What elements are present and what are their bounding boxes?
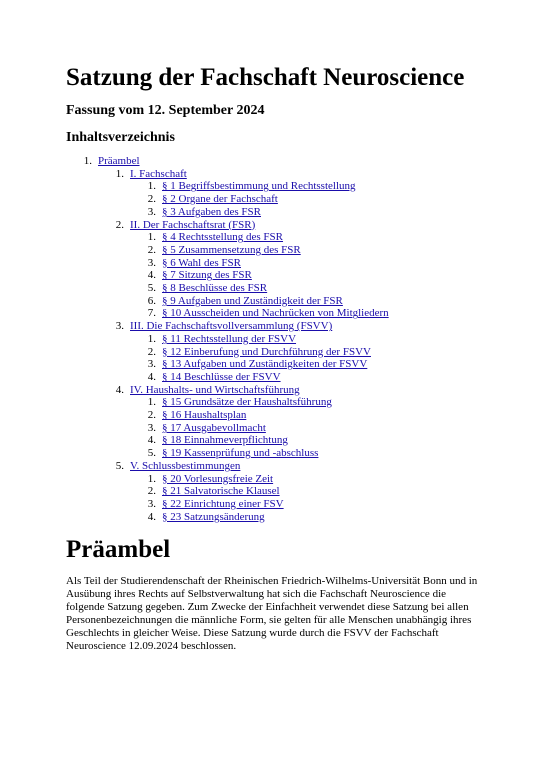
preamble-heading: Präambel <box>66 536 171 563</box>
toc-link-section[interactable]: § 1 Begriffsbestimmung und Rechtsstellung <box>162 180 356 193</box>
toc-chapter-item <box>98 384 389 460</box>
toc-link-section[interactable]: § 10 Ausscheiden und Nachrücken von Mitgliedern <box>162 307 389 320</box>
toc-chapter-item <box>98 219 389 321</box>
table-of-contents <box>66 155 389 523</box>
toc-number: 3. <box>115 320 124 333</box>
toc-section-item <box>130 422 389 435</box>
toc-section-item <box>130 434 389 447</box>
toc-number: 4. <box>147 434 156 447</box>
toc-link-section[interactable]: § 13 Aufgaben und Zuständigkeiten der FSVV <box>162 358 368 371</box>
toc-section-item <box>130 371 389 384</box>
toc-link-section[interactable]: § 15 Grundsätze der Haushaltsführung <box>162 396 332 409</box>
toc-section-item <box>130 231 389 244</box>
toc-heading: Inhaltsverzeichnis <box>66 130 175 145</box>
toc-link-section[interactable]: § 8 Beschlüsse des FSR <box>162 282 268 295</box>
toc-number: 2. <box>115 218 124 231</box>
toc-section-item <box>130 346 389 359</box>
toc-number: 2. <box>147 243 156 256</box>
toc-number: 5. <box>147 447 156 460</box>
toc-chapter-item <box>98 320 389 384</box>
toc-section-item <box>130 282 389 295</box>
toc-link-section[interactable]: § 2 Organe der Fachschaft <box>162 193 278 206</box>
toc-number: 4. <box>147 370 156 383</box>
toc-section-item <box>130 193 389 206</box>
toc-section-item <box>130 511 389 524</box>
toc-number: 2. <box>147 485 156 498</box>
toc-number: 3. <box>147 421 156 434</box>
toc-link-section[interactable]: § 21 Salvatorische Klausel <box>162 485 280 498</box>
toc-number: 4. <box>147 510 156 523</box>
toc-number: 3. <box>147 205 156 218</box>
toc-number: 7. <box>147 307 156 320</box>
preamble-paragraph: Als Teil der Studierendenschaft der Rheinischen Friedrich-Wilhelms-Universität Bonn und in Ausübung ihres Rechts auf Selbstverwaltung hat sich die Fachschaft Neuroscience die folgende Satzung gegeben. Zum Zwecke der Einfachheit verwendet diese Satzung bei allen Personenbezeichnungen die männliche Form, sie gelten für alle Menschen unabhängig ihres Geschlechts in gleicher Weise. Diese Satzung wurde durch die FSVV der Fachschaft Neuroscience 12.09.2024 beschlossen. <box>66 575 478 652</box>
toc-number: 1. <box>147 396 156 409</box>
toc-link-section[interactable]: § 14 Beschlüsse der FSVV <box>162 370 281 383</box>
toc-link-section[interactable]: § 7 Sitzung des FSR <box>162 269 252 282</box>
toc-section-item <box>130 257 389 270</box>
toc-section-item <box>130 358 389 371</box>
toc-section-item <box>130 307 389 320</box>
toc-section-list <box>130 231 389 320</box>
toc-section-item <box>130 295 389 308</box>
toc-link-section[interactable]: § 5 Zusammensetzung des FSR <box>162 243 301 256</box>
toc-link-chapter[interactable]: IV. Haushalts- und Wirtschaftsführung <box>130 383 300 396</box>
toc-number: 1. <box>147 332 156 345</box>
toc-section-list <box>130 333 389 384</box>
toc-link-section[interactable]: § 16 Haushaltsplan <box>162 409 247 422</box>
toc-number: 1. <box>147 472 156 485</box>
toc-chapter-item <box>98 460 389 524</box>
toc-number: 3. <box>147 256 156 269</box>
toc-section-item <box>130 244 389 257</box>
toc-number: 2. <box>147 193 156 206</box>
toc-section-list <box>130 473 389 524</box>
toc-link-section[interactable]: § 4 Rechtsstellung des FSR <box>162 231 284 244</box>
toc-section-item <box>130 409 389 422</box>
toc-number: 2. <box>147 345 156 358</box>
toc-link-chapter[interactable]: III. Die Fachschaftsvollversammlung (FSVV) <box>130 320 333 333</box>
toc-link-section[interactable]: § 3 Aufgaben des FSR <box>162 205 261 218</box>
toc-link-section[interactable]: § 23 Satzungsänderung <box>162 510 265 523</box>
toc-section-item <box>130 180 389 193</box>
toc-link-section[interactable]: § 22 Einrichtung einer FSV <box>162 497 284 510</box>
toc-link-chapter[interactable]: I. Fachschaft <box>130 167 187 180</box>
toc-number: 3. <box>147 358 156 371</box>
toc-link-section[interactable]: § 9 Aufgaben und Zuständigkeit der FSR <box>162 294 343 307</box>
toc-section-item <box>130 473 389 486</box>
toc-chapter-item <box>98 168 389 219</box>
toc-section-item <box>130 333 389 346</box>
toc-chapter-list <box>98 168 389 524</box>
toc-section-item <box>130 498 389 511</box>
toc-number: 6. <box>147 294 156 307</box>
document-title: Satzung der Fachschaft Neuroscience <box>66 64 465 91</box>
toc-number: 1. <box>147 231 156 244</box>
toc-number: 1. <box>83 155 92 167</box>
toc-section-item <box>130 206 389 219</box>
toc-link-section[interactable]: § 6 Wahl des FSR <box>162 256 241 269</box>
toc-section-item <box>130 396 389 409</box>
toc-link-section[interactable]: § 20 Vorlesungsfreie Zeit <box>162 472 274 485</box>
toc-number: 4. <box>147 269 156 282</box>
toc-link-praeambel[interactable]: Präambel <box>98 155 140 167</box>
toc-number: 3. <box>147 497 156 510</box>
toc-link-chapter[interactable]: V. Schlussbestimmungen <box>130 459 241 472</box>
toc-section-item <box>130 269 389 282</box>
toc-link-section[interactable]: § 17 Ausgabevollmacht <box>162 421 266 434</box>
toc-link-section[interactable]: § 19 Kassenprüfung und -abschluss <box>162 447 319 460</box>
toc-number: 4. <box>115 383 124 396</box>
toc-number: 1. <box>115 167 124 180</box>
toc-section-list <box>130 396 389 460</box>
toc-link-section[interactable]: § 11 Rechtsstellung der FSVV <box>162 332 297 345</box>
toc-number: 5. <box>115 459 124 472</box>
document-version: Fassung vom 12. September 2024 <box>66 103 265 118</box>
toc-number: 2. <box>147 409 156 422</box>
toc-item-praeambel <box>66 155 389 523</box>
toc-section-item <box>130 447 389 460</box>
toc-link-section[interactable]: § 18 Einnahmeverpflichtung <box>162 434 288 447</box>
toc-number: 1. <box>147 180 156 193</box>
toc-section-item <box>130 485 389 498</box>
toc-section-list <box>130 180 389 218</box>
toc-number: 5. <box>147 282 156 295</box>
toc-link-chapter[interactable]: II. Der Fachschaftsrat (FSR) <box>130 218 256 231</box>
toc-link-section[interactable]: § 12 Einberufung und Durchführung der FSVV <box>162 345 371 358</box>
